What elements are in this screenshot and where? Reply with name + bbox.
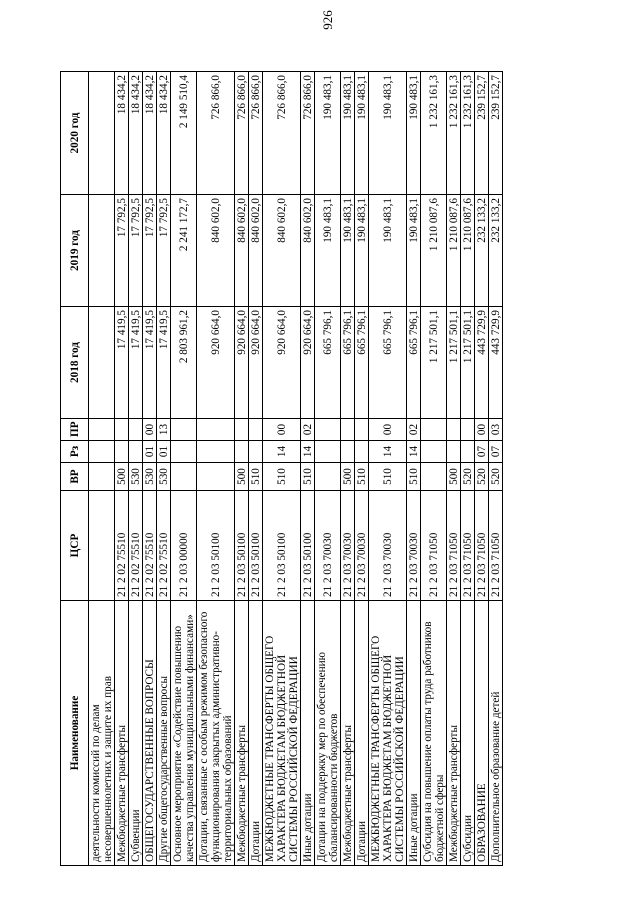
cell-vr xyxy=(89,463,115,491)
table-row xyxy=(421,72,447,866)
header-2020: 2020 год xyxy=(61,72,89,195)
cell-y2019: 232 133,2 xyxy=(489,195,503,307)
cell-csr: 21 2 03 71050 xyxy=(489,491,503,601)
cell-rz xyxy=(341,441,355,463)
cell-y2019: 1 210 087,6 xyxy=(447,195,461,307)
cell-vr: 510 xyxy=(407,463,421,491)
cell-name: Межбюджетные трансферты xyxy=(341,601,355,866)
cell-y2019: 17 792,5 xyxy=(129,195,143,307)
cell-y2019: 2 241 172,7 xyxy=(171,195,197,307)
cell-y2018: 1 217 501,1 xyxy=(421,307,447,419)
cell-csr: 21 2 03 71050 xyxy=(447,491,461,601)
cell-y2020: 726 866,0 xyxy=(197,72,235,195)
cell-rz xyxy=(461,441,475,463)
header-pr: ПР xyxy=(61,419,89,441)
cell-vr: 500 xyxy=(235,463,249,491)
cell-rz xyxy=(249,441,263,463)
cell-name: Основное мероприятие «Содействие повышению качества управления муниципальными финансами» xyxy=(171,601,197,866)
cell-y2018: 17 419,5 xyxy=(143,307,157,419)
table-row xyxy=(249,72,263,866)
cell-name: Субсидия на повышение оплаты труда работников бюджетной сферы xyxy=(421,601,447,866)
cell-name: Субвенции xyxy=(129,601,143,866)
cell-csr: 21 2 03 50100 xyxy=(197,491,235,601)
cell-y2018: 665 796,1 xyxy=(369,307,407,419)
cell-csr: 21 2 02 75510 xyxy=(115,491,129,601)
cell-vr: 510 xyxy=(355,463,369,491)
cell-y2018: 920 664,0 xyxy=(235,307,249,419)
table-row xyxy=(355,72,369,866)
cell-pr: 00 xyxy=(475,419,489,441)
cell-name: Дотации, связанные с особым режимом безопасного функционирования закрытых административно-территориальных образований xyxy=(197,601,235,866)
page-number: 926 xyxy=(319,10,335,30)
cell-csr: 21 2 03 00000 xyxy=(171,491,197,601)
table-row xyxy=(489,72,503,866)
table-row xyxy=(235,72,249,866)
cell-y2019: 17 792,5 xyxy=(157,195,171,307)
cell-y2020: 1 232 161,3 xyxy=(447,72,461,195)
cell-pr: 13 xyxy=(157,419,171,441)
header-2019: 2019 год xyxy=(61,195,89,307)
cell-y2018: 665 796,1 xyxy=(407,307,421,419)
cell-rz xyxy=(355,441,369,463)
cell-csr: 21 2 03 70030 xyxy=(341,491,355,601)
cell-y2019: 17 792,5 xyxy=(143,195,157,307)
cell-y2018: 665 796,1 xyxy=(315,307,341,419)
cell-y2018: 920 664,0 xyxy=(301,307,315,419)
cell-y2018: 665 796,1 xyxy=(341,307,355,419)
cell-pr xyxy=(171,419,197,441)
table-row xyxy=(301,72,315,866)
cell-csr: 21 2 03 71050 xyxy=(421,491,447,601)
cell-y2020: 18 434,2 xyxy=(143,72,157,195)
table-row xyxy=(157,72,171,866)
cell-y2018: 17 419,5 xyxy=(129,307,143,419)
table-row xyxy=(143,72,157,866)
cell-name: Дотации xyxy=(249,601,263,866)
cell-rz xyxy=(197,441,235,463)
cell-y2019: 840 602,0 xyxy=(235,195,249,307)
cell-y2019 xyxy=(89,195,115,307)
cell-name: МЕЖБЮДЖЕТНЫЕ ТРАНСФЕРТЫ ОБЩЕГО ХАРАКТЕРА БЮДЖЕТАМ БЮДЖЕТНОЙ СИСТЕМЫ РОССИЙСКОЙ ФЕДЕРАЦИИ xyxy=(263,601,301,866)
table-row xyxy=(341,72,355,866)
cell-csr: 21 2 02 75510 xyxy=(129,491,143,601)
cell-vr: 520 xyxy=(461,463,475,491)
cell-vr: 510 xyxy=(249,463,263,491)
header-vr: ВР xyxy=(61,463,89,491)
cell-vr xyxy=(197,463,235,491)
cell-vr: 530 xyxy=(129,463,143,491)
cell-y2020: 726 866,0 xyxy=(235,72,249,195)
cell-name: Межбюджетные трансферты xyxy=(447,601,461,866)
table-row xyxy=(129,72,143,866)
cell-pr: 00 xyxy=(143,419,157,441)
cell-name: Иные дотации xyxy=(301,601,315,866)
cell-name: Дотации xyxy=(355,601,369,866)
cell-y2020: 18 434,2 xyxy=(157,72,171,195)
table-row xyxy=(171,72,197,866)
cell-vr: 530 xyxy=(157,463,171,491)
cell-name: Дополнительное образование детей xyxy=(489,601,503,866)
cell-y2020: 1 232 161,3 xyxy=(461,72,475,195)
cell-vr: 500 xyxy=(447,463,461,491)
cell-y2019: 190 483,1 xyxy=(315,195,341,307)
cell-rz xyxy=(115,441,129,463)
cell-y2020: 239 152,7 xyxy=(489,72,503,195)
cell-y2018: 920 664,0 xyxy=(249,307,263,419)
cell-name: Другие общегосударственные вопросы xyxy=(157,601,171,866)
header-rz: Рз xyxy=(61,441,89,463)
table-row xyxy=(263,72,301,866)
header-csr: ЦСР xyxy=(61,491,89,601)
cell-pr: 00 xyxy=(369,419,407,441)
cell-csr: 21 2 02 75510 xyxy=(143,491,157,601)
cell-y2018: 17 419,5 xyxy=(157,307,171,419)
table-row xyxy=(369,72,407,866)
cell-y2019: 840 602,0 xyxy=(301,195,315,307)
header-2018: 2018 год xyxy=(61,307,89,419)
cell-rz: 14 xyxy=(369,441,407,463)
cell-y2020: 239 152,7 xyxy=(475,72,489,195)
cell-pr xyxy=(355,419,369,441)
cell-rz xyxy=(89,441,115,463)
cell-name: деятельности комиссий по делам несовершеннолетних и защите их прав xyxy=(89,601,115,866)
cell-name: ОБЩЕГОСУДАРСТВЕННЫЕ ВОПРОСЫ xyxy=(143,601,157,866)
table-row xyxy=(197,72,235,866)
cell-pr xyxy=(447,419,461,441)
cell-pr xyxy=(461,419,475,441)
cell-y2018: 443 729,9 xyxy=(475,307,489,419)
cell-csr: 21 2 02 75510 xyxy=(157,491,171,601)
cell-csr: 21 2 03 50100 xyxy=(263,491,301,601)
cell-csr: 21 2 03 70030 xyxy=(369,491,407,601)
cell-csr xyxy=(89,491,115,601)
cell-y2018: 1 217 501,1 xyxy=(447,307,461,419)
budget-table xyxy=(60,71,503,866)
cell-rz: 14 xyxy=(263,441,301,463)
cell-vr: 530 xyxy=(143,463,157,491)
cell-name: ОБРАЗОВАНИЕ xyxy=(475,601,489,866)
table-row xyxy=(461,72,475,866)
cell-rz: 07 xyxy=(489,441,503,463)
cell-vr: 510 xyxy=(301,463,315,491)
cell-rz xyxy=(171,441,197,463)
cell-name: Межбюджетные трансферты xyxy=(235,601,249,866)
cell-y2020: 190 483,1 xyxy=(355,72,369,195)
cell-y2018: 665 796,1 xyxy=(355,307,369,419)
cell-y2019: 1 210 087,6 xyxy=(461,195,475,307)
table-row xyxy=(89,72,115,866)
cell-y2019: 190 483,1 xyxy=(341,195,355,307)
cell-rz: 14 xyxy=(407,441,421,463)
cell-y2018: 2 803 961,2 xyxy=(171,307,197,419)
cell-rz: 14 xyxy=(301,441,315,463)
cell-y2019: 17 792,5 xyxy=(115,195,129,307)
cell-vr: 500 xyxy=(115,463,129,491)
table-row xyxy=(407,72,421,866)
cell-rz xyxy=(235,441,249,463)
table-row xyxy=(475,72,489,866)
cell-csr: 21 2 03 50100 xyxy=(301,491,315,601)
cell-name: Иные дотации xyxy=(407,601,421,866)
cell-vr xyxy=(315,463,341,491)
cell-vr xyxy=(421,463,447,491)
cell-y2020: 190 483,1 xyxy=(341,72,355,195)
cell-rz: 07 xyxy=(475,441,489,463)
cell-vr: 520 xyxy=(475,463,489,491)
header-row xyxy=(61,72,89,866)
table-row xyxy=(315,72,341,866)
cell-pr: 00 xyxy=(263,419,301,441)
cell-y2020: 726 866,0 xyxy=(263,72,301,195)
cell-pr: 02 xyxy=(301,419,315,441)
cell-y2019: 190 483,1 xyxy=(355,195,369,307)
cell-rz: 01 xyxy=(143,441,157,463)
cell-vr: 510 xyxy=(369,463,407,491)
cell-pr xyxy=(315,419,341,441)
cell-y2018: 1 217 501,1 xyxy=(461,307,475,419)
table-row xyxy=(447,72,461,866)
cell-csr: 21 2 03 70030 xyxy=(355,491,369,601)
cell-pr xyxy=(197,419,235,441)
cell-y2019: 190 483,1 xyxy=(369,195,407,307)
cell-y2019: 190 483,1 xyxy=(407,195,421,307)
cell-name: Дотации на поддержку мер по обеспечению сбалансированности бюджетов xyxy=(315,601,341,866)
cell-y2019: 840 602,0 xyxy=(249,195,263,307)
cell-name: Субсидии xyxy=(461,601,475,866)
cell-rz: 01 xyxy=(157,441,171,463)
cell-csr: 21 2 03 71050 xyxy=(461,491,475,601)
cell-name: МЕЖБЮДЖЕТНЫЕ ТРАНСФЕРТЫ ОБЩЕГО ХАРАКТЕРА БЮДЖЕТАМ БЮДЖЕТНОЙ СИСТЕМЫ РОССИЙСКОЙ ФЕДЕРАЦИИ xyxy=(369,601,407,866)
cell-y2018: 920 664,0 xyxy=(197,307,235,419)
cell-vr: 500 xyxy=(341,463,355,491)
cell-rz xyxy=(447,441,461,463)
cell-csr: 21 2 03 70030 xyxy=(315,491,341,601)
cell-vr: 520 xyxy=(489,463,503,491)
header-name: Наименование xyxy=(61,601,89,866)
cell-y2020: 726 866,0 xyxy=(249,72,263,195)
cell-vr: 510 xyxy=(263,463,301,491)
cell-pr: 02 xyxy=(407,419,421,441)
cell-y2020: 726 866,0 xyxy=(301,72,315,195)
cell-y2020: 18 434,2 xyxy=(115,72,129,195)
cell-pr xyxy=(89,419,115,441)
cell-y2019: 840 602,0 xyxy=(197,195,235,307)
cell-y2020: 190 483,1 xyxy=(407,72,421,195)
cell-csr: 21 2 03 50100 xyxy=(249,491,263,601)
cell-y2019: 840 602,0 xyxy=(263,195,301,307)
cell-y2020: 2 149 510,4 xyxy=(171,72,197,195)
cell-pr xyxy=(115,419,129,441)
cell-vr xyxy=(171,463,197,491)
cell-y2020: 190 483,1 xyxy=(369,72,407,195)
cell-pr xyxy=(249,419,263,441)
cell-y2018: 17 419,5 xyxy=(115,307,129,419)
cell-y2020: 1 232 161,3 xyxy=(421,72,447,195)
cell-csr: 21 2 03 50100 xyxy=(235,491,249,601)
cell-name: Межбюджетные трансферты xyxy=(115,601,129,866)
cell-rz xyxy=(315,441,341,463)
cell-pr xyxy=(341,419,355,441)
cell-y2018: 920 664,0 xyxy=(263,307,301,419)
cell-y2018 xyxy=(89,307,115,419)
cell-pr xyxy=(421,419,447,441)
cell-rz xyxy=(421,441,447,463)
table-body xyxy=(89,72,503,866)
cell-y2020: 190 483,1 xyxy=(315,72,341,195)
cell-pr xyxy=(129,419,143,441)
cell-csr: 21 2 03 70030 xyxy=(407,491,421,601)
cell-y2019: 1 210 087,6 xyxy=(421,195,447,307)
cell-pr: 03 xyxy=(489,419,503,441)
cell-pr xyxy=(235,419,249,441)
cell-y2019: 232 133,2 xyxy=(475,195,489,307)
cell-y2020 xyxy=(89,72,115,195)
table-row xyxy=(115,72,129,866)
cell-y2020: 18 434,2 xyxy=(129,72,143,195)
cell-csr: 21 2 03 71050 xyxy=(475,491,489,601)
cell-y2018: 443 729,9 xyxy=(489,307,503,419)
cell-rz xyxy=(129,441,143,463)
